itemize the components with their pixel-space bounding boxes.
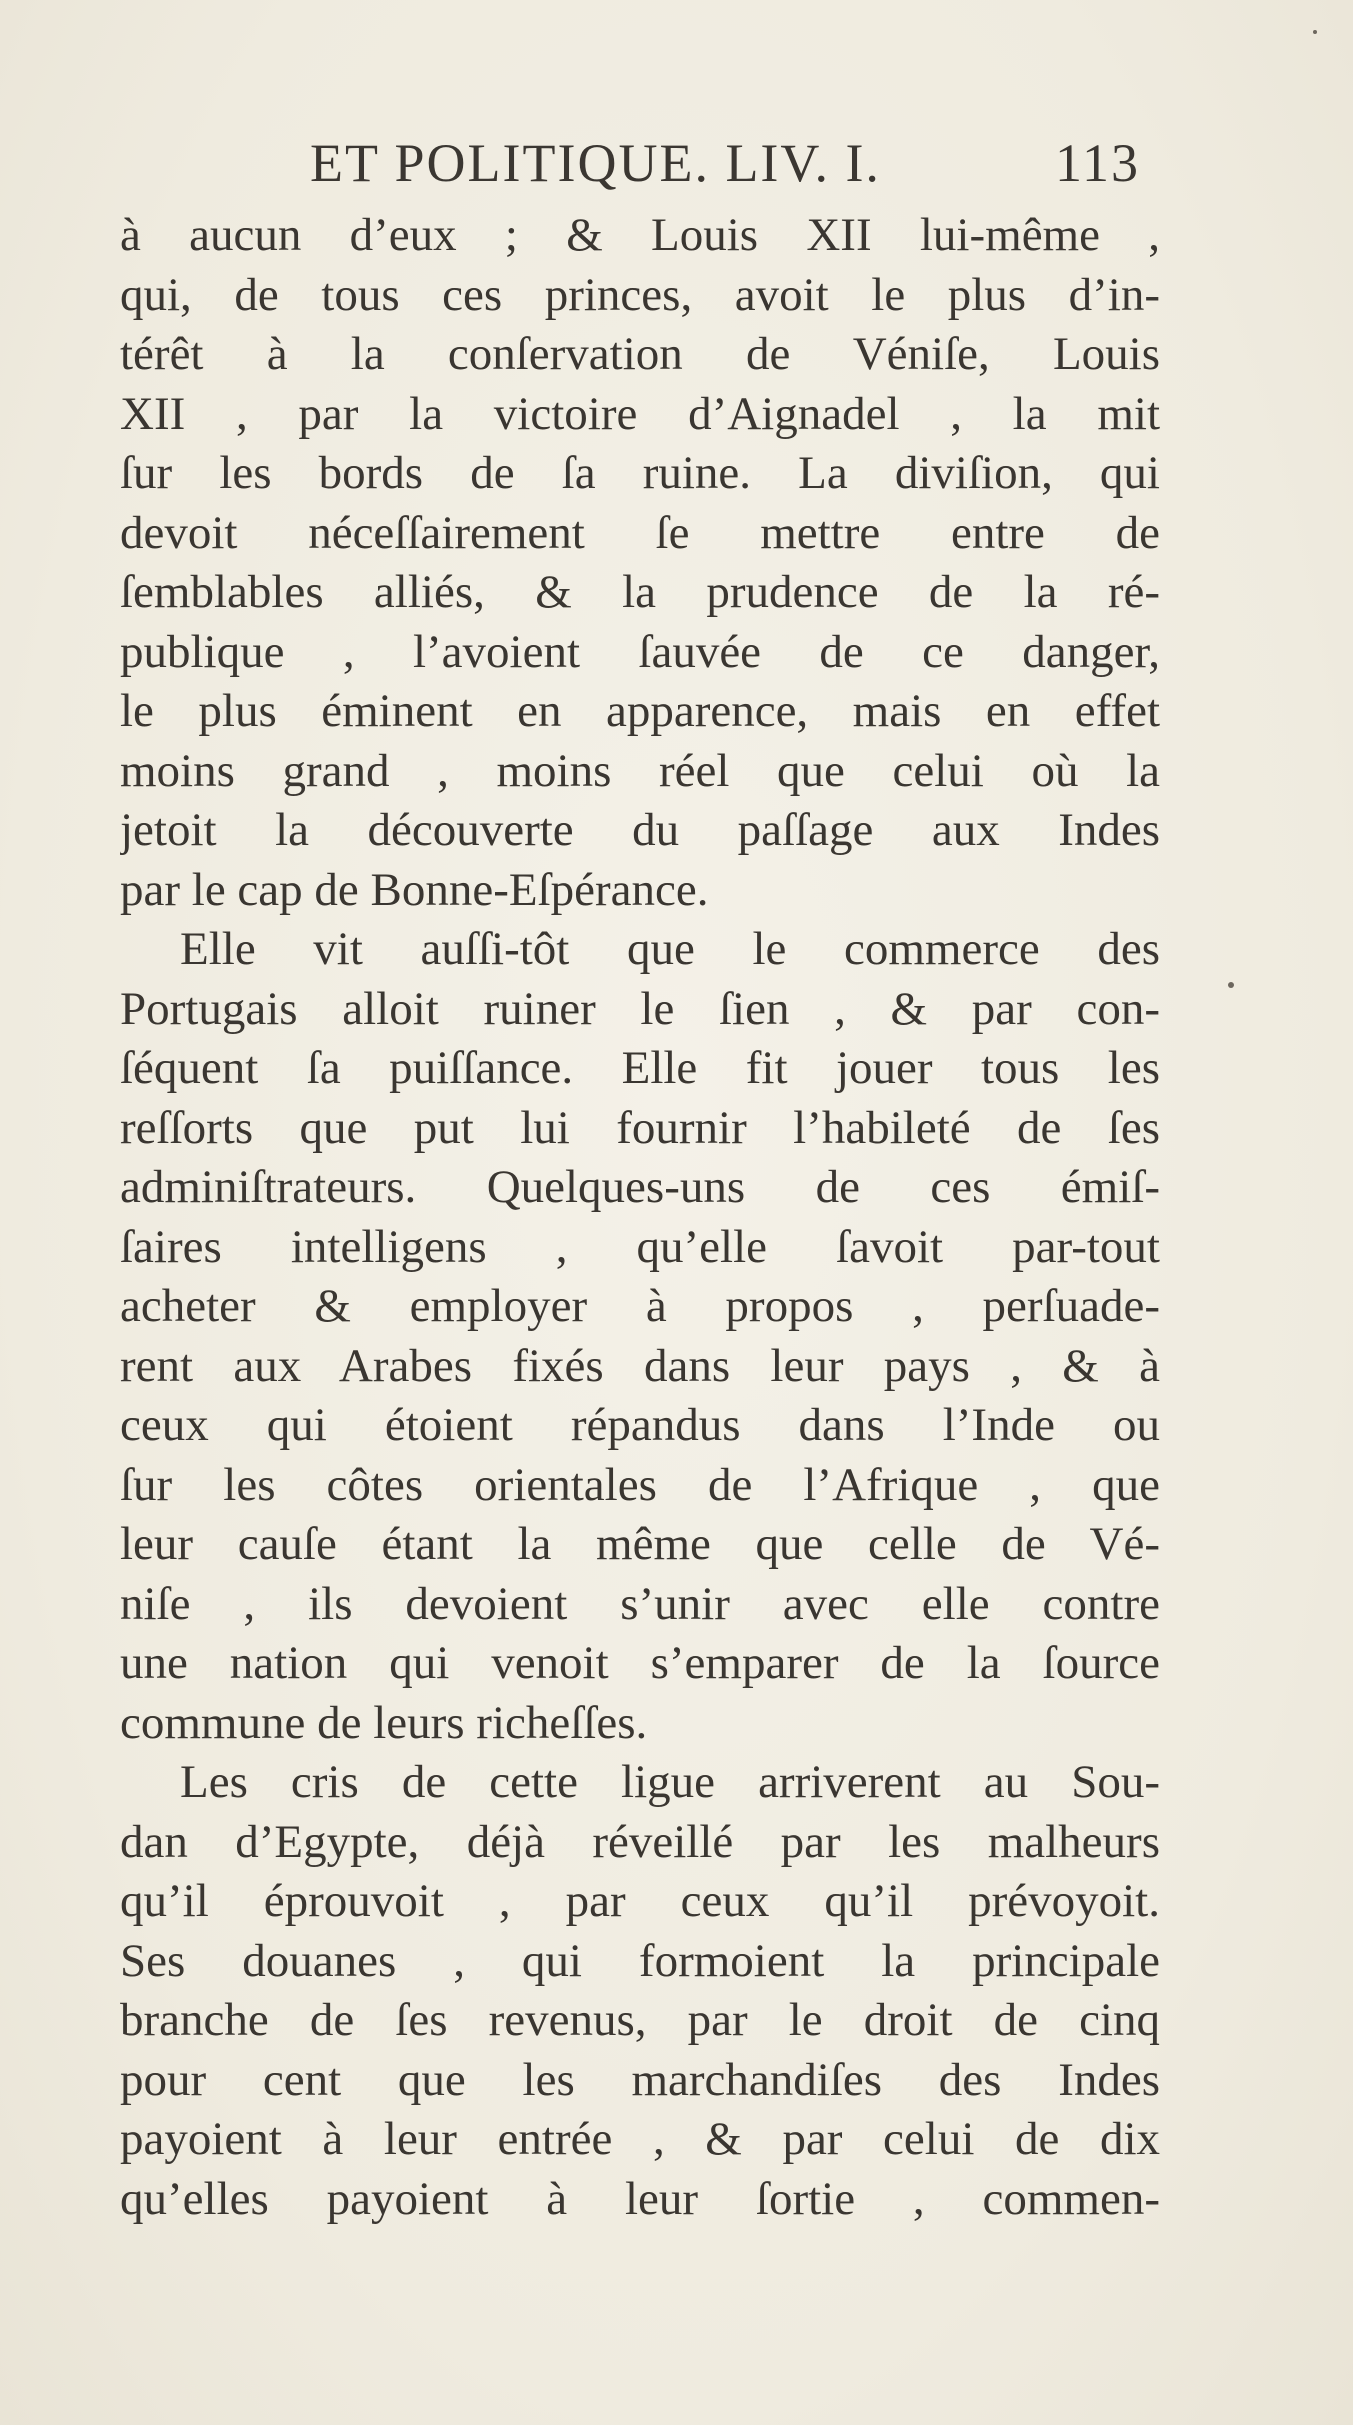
- text-line: rent aux Arabes fixés dans leur pays , & à: [120, 1339, 1160, 1392]
- running-title: ET POLITIQUE. LIV. I.: [310, 133, 881, 193]
- text-line: ſéquent ſa puiſſance. Elle fit jouer tous les: [120, 1042, 1160, 1094]
- text-line: par le cap de Bonne-Eſpérance.: [120, 863, 709, 916]
- text-line: Les cris de cette ligue arriverent au Sou-: [180, 1756, 1160, 1808]
- page-number: 113: [1055, 133, 1140, 193]
- text-line: adminiſtrateurs. Quelques-uns de ces émiſ-: [120, 1161, 1160, 1213]
- text-line: leur cauſe étant la même que celle de Vé-: [120, 1518, 1160, 1570]
- running-head: [310, 132, 1140, 202]
- text-line: devoit néceſſairement ſe mettre entre de: [120, 506, 1160, 559]
- text-line: jetoit la découverte du paſſage aux Indes: [120, 804, 1160, 856]
- text-line: ſemblables alliés, & la prudence de la ré-: [120, 566, 1160, 618]
- text-line: ſaires intelligens , qu’elle ſavoit par-tout: [120, 1220, 1160, 1273]
- text-line: acheter & employer à propos , perſuade-: [120, 1280, 1160, 1332]
- text-line: payoient à leur entrée , & par celui de dix: [120, 2113, 1160, 2165]
- text-line: Elle vit auſſi-tôt que le commerce des: [180, 923, 1160, 975]
- ink-speck: [1313, 30, 1317, 34]
- text-line: térêt à la conſervation de Véniſe, Louis: [120, 328, 1160, 380]
- text-line: niſe , ils devoient s’unir avec elle contre: [120, 1577, 1160, 1630]
- text-line: ſur les côtes orientales de l’Afrique , que: [120, 1458, 1160, 1511]
- ink-speck: [1228, 982, 1234, 988]
- text-line: ſur les bords de ſa ruine. La diviſion, qui: [120, 447, 1160, 499]
- text-line: qu’elles payoient à leur ſortie , commen-: [120, 2172, 1160, 2225]
- text-line: le plus éminent en apparence, mais en effet: [120, 685, 1160, 737]
- text-line: Ses douanes , qui formoient la principale: [120, 1934, 1160, 1987]
- text-line: XII , par la victoire d’Aignadel , la mit: [120, 387, 1160, 440]
- body-text: [120, 206, 1160, 2229]
- text-line: dan d’Egypte, déjà réveillé par les malheurs: [120, 1815, 1160, 1868]
- text-line: à aucun d’eux ; & Louis XII lui-même ,: [120, 209, 1160, 261]
- text-line: ceux qui étoient répandus dans l’Inde ou: [120, 1399, 1160, 1451]
- text-line: branche de ſes revenus, par le droit de cinq: [120, 1994, 1160, 2046]
- text-line: pour cent que les marchandiſes des Indes: [120, 2053, 1160, 2106]
- text-line: commune de leurs richeſſes.: [120, 1696, 648, 1749]
- text-line: une nation qui venoit s’emparer de la ſource: [120, 1637, 1160, 1689]
- text-line: reſſorts que put lui fournir l’habileté de ſes: [120, 1101, 1160, 1154]
- text-line: moins grand , moins réel que celui où la: [120, 744, 1160, 797]
- text-line: publique , l’avoient ſauvée de ce danger,: [120, 625, 1160, 678]
- text-line: qu’il éprouvoit , par ceux qu’il prévoyoit.: [120, 1875, 1160, 1927]
- text-line: Portugais alloit ruiner le ſien , & par con-: [120, 982, 1160, 1035]
- text-line: qui, de tous ces princes, avoit le plus d’in-: [120, 268, 1160, 321]
